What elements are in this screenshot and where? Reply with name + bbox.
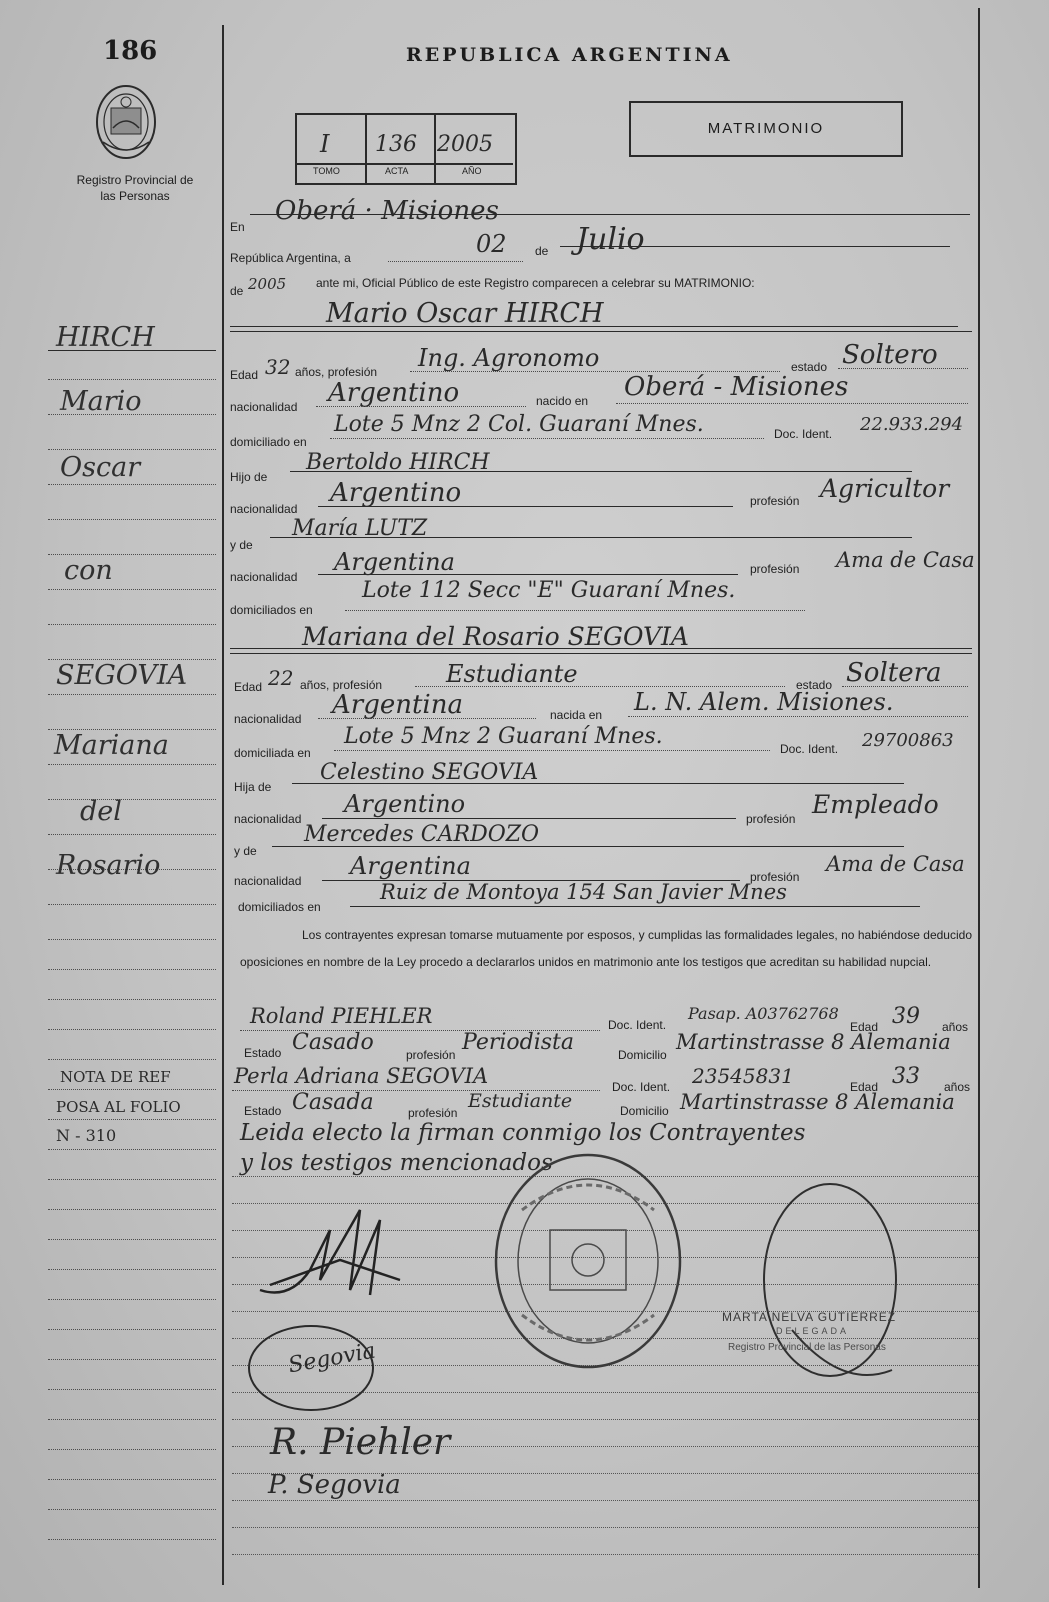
label-republica: República Argentina, a (230, 251, 351, 265)
certificate-page: 186 Registro Provincial de las Personas REPUBLICA ARGENTINA I 136 2005 TOMO ACTA AÑO MATRIMONIO En Oberá · Misiones República Argentina, a 02 de Julio de 2005 ante mi, Oficial Público de este Registro comparecen a celebrar su MATRIMONIO: Mario Oscar HIRCH Edad 32 años, profesión Ing. Agronomo estado Soltero nacionalidad Argentino nacido en Oberá - Misiones domiciliado en Lote 5 Mnz 2 Col. Guaraní Mnes. Doc. Ident. 22.933.294 Hijo de Bertoldo HIRCH nacionalidad Argentino profesión Agricultor y de María LUTZ nacionalidad Argentina profesión Ama de Casa domiciliados en Lote 112 Secc "E" Guaraní Mnes. Mariana del Rosario SEGOVIA Edad 22 años, profesión Estudiante estado Soltera nacionalidad Argentina nacida en L. N. Alem. Misiones. domiciliada en Lote 5 Mnz 2 Guaraní Mnes. Doc. Ident. 29700863 Hija de Celestino SEGOVIA nacionalidad Argentino profesión Empleado y de Mercedes CARDOZO nacionalidad Argentina profesión Ama de Casa domiciliados en Ruiz de Montoya 154 San Javier Mnes Los contrayentes expresan tomarse mutuamente por esposos, y cumplidas las formalidades legales, no habiéndose deducido oposiciones en nombre de la Ley procedo a declararlos unidos en matrimonio ante los testigos que acreditan su habilidad nupcial. Roland PIEHLER Doc. Ident. Pasap. A03762768 Edad 39 años Estado Casado profesión Periodista Domicilio Martinstrasse 8 Alemania Perla Adriana SEGOVIA Doc. Ident. 23545831 Edad 33 años Estado Casada profesión Estudiante Domicilio Martinstrasse 8 Alemania Leida electo la firman conmigo los Contrayentes y los testigos mencionados MARTA NELVA GUTIERREZ DELEGADA Registro Provincial de las Personas Segovia R. Piehler P. Segovia HIRCH Mario Oscar con SEGOVIA Mariana del Rosario NOTA DE REF POSA AL FOLIO N - 310 (0, 0, 1049, 1602)
groom-birthplace: Oberá - Misiones (624, 372, 849, 402)
bride-address: Lote 5 Mnz 2 Guaraní Mnes. (344, 724, 663, 749)
witness1-status: Casado (292, 1030, 374, 1055)
groom-status: Soltero (842, 340, 938, 370)
margin-name-del: del (80, 796, 122, 827)
witness2-address: Martinstrasse 8 Alemania (680, 1090, 955, 1114)
bride-father-profession: Empleado (812, 790, 939, 819)
month-value: Julio (576, 222, 645, 257)
witness2-name: Perla Adriana SEGOVIA (234, 1064, 489, 1088)
margin-surname-groom: HIRCH (56, 322, 155, 353)
anio-value: 2005 (437, 132, 493, 157)
bride-full-name: Mariana del Rosario SEGOVIA (302, 622, 689, 651)
label-de-day: de (535, 244, 549, 258)
record-type-label: MATRIMONIO (707, 120, 825, 137)
groom-signature (250, 1200, 430, 1310)
country-title: REPUBLICA ARGENTINA (406, 44, 733, 66)
officer-name: MARTA NELVA GUTIERREZ (722, 1310, 897, 1324)
witness2-doc: 23545831 (692, 1064, 794, 1088)
groom-mother-nationality: Argentina (334, 548, 455, 576)
margin-name-rosario: Rosario (56, 850, 161, 881)
left-margin-rule (222, 25, 224, 1585)
groom-profession: Ing. Agronomo (418, 344, 600, 372)
groom-father-profession: Agricultor (820, 474, 950, 503)
marriage-declaration: Los contrayentes expresan tomarse mutuamente por esposos, y cumplidas las formalidades legales, no habiéndose deducido oposiciones en nombre de la Ley procedo a declararlos unidos en matrimonio ante los testigos que acreditan su habilidad nupcial. (240, 928, 972, 969)
officer-signature (752, 1180, 912, 1396)
margin-name-mariana: Mariana (54, 730, 169, 761)
margin-name-mario: Mario (60, 386, 142, 417)
witness-signature: R. Piehler (270, 1422, 451, 1463)
bride-parents-address: Ruiz de Montoya 154 San Javier Mnes (380, 880, 787, 904)
groom-age: 32 (265, 355, 291, 379)
bride-signature: Segovia (286, 1338, 378, 1379)
witness1-address: Martinstrasse 8 Alemania (676, 1030, 951, 1054)
groom-doc: 22.933.294 (860, 414, 964, 435)
witness2-profession: Estudiante (468, 1090, 573, 1112)
groom-father-nationality: Argentino (330, 478, 462, 508)
officer-title: DELEGADA (776, 1326, 850, 1336)
page-number: 186 (103, 36, 158, 66)
groom-address: Lote 5 Mnz 2 Col. Guaraní Mnes. (334, 412, 704, 437)
witness2-signature: P. Segovia (268, 1470, 401, 1500)
bride-status: Soltera (846, 658, 942, 688)
label-de-year: de (230, 284, 244, 298)
bride-mother-profession: Ama de Casa (826, 852, 965, 876)
groom-full-name: Mario Oscar HIRCH (326, 298, 604, 329)
witness1-profession: Periodista (462, 1030, 574, 1055)
bride-mother: Mercedes CARDOZO (304, 822, 540, 847)
witness1-doc: Pasap. A03762768 (688, 1004, 839, 1023)
margin-surname-bride: SEGOVIA (56, 660, 188, 691)
bride-nationality: Argentina (332, 690, 463, 720)
official-round-stamp (492, 1150, 684, 1372)
bride-profession: Estudiante (446, 660, 578, 688)
anio-label: AÑO (462, 166, 482, 176)
bride-mother-nationality: Argentina (350, 852, 471, 880)
acta-label: ACTA (385, 166, 409, 176)
record-type-box (629, 101, 903, 157)
bride-doc: 29700863 (862, 730, 954, 751)
coat-of-arms-seal (93, 78, 159, 162)
officer-office: Registro Provincial de las Personas (728, 1342, 886, 1353)
bride-father: Celestino SEGOVIA (320, 760, 539, 785)
bride-age: 22 (268, 666, 294, 690)
margin-note-line-2: POSA AL FOLIO (56, 1098, 181, 1116)
bride-father-nationality: Argentino (344, 790, 466, 818)
registry-name: Registro Provincial de las Personas (76, 173, 194, 203)
right-margin-rule (978, 8, 980, 1588)
tomo-label: TOMO (313, 166, 340, 176)
witness2-status: Casada (292, 1090, 374, 1115)
closing-line-2: y los testigos mencionados (240, 1150, 553, 1176)
groom-mother-profession: Ama de Casa (836, 548, 975, 572)
witness2-age: 33 (892, 1064, 920, 1089)
margin-note-line-3: N - 310 (56, 1126, 117, 1145)
closing-line-1: Leida electo la firman conmigo los Contrayentes (240, 1120, 806, 1146)
margin-note-line-1: NOTA DE REF (60, 1068, 171, 1086)
groom-mother: María LUTZ (292, 516, 428, 541)
groom-father: Bertoldo HIRCH (306, 450, 490, 475)
bride-birthplace: L. N. Alem. Misiones. (634, 688, 894, 716)
margin-con: con (64, 555, 113, 586)
groom-parents-address: Lote 112 Secc "E" Guaraní Mnes. (362, 578, 736, 603)
witness1-name: Roland PIEHLER (250, 1004, 433, 1028)
tomo-value: I (320, 130, 330, 158)
groom-nationality: Argentino (328, 378, 460, 408)
margin-name-oscar: Oscar (60, 452, 141, 483)
acta-value: 136 (375, 132, 417, 157)
place-value: Oberá · Misiones (275, 196, 499, 226)
year-value: 2005 (248, 275, 287, 293)
label-en: En (230, 220, 245, 234)
day-value: 02 (476, 230, 507, 258)
label-comparecen: ante mi, Oficial Público de este Registro comparecen a celebrar su MATRIMONIO: (316, 276, 755, 290)
witness1-age: 39 (892, 1004, 920, 1029)
